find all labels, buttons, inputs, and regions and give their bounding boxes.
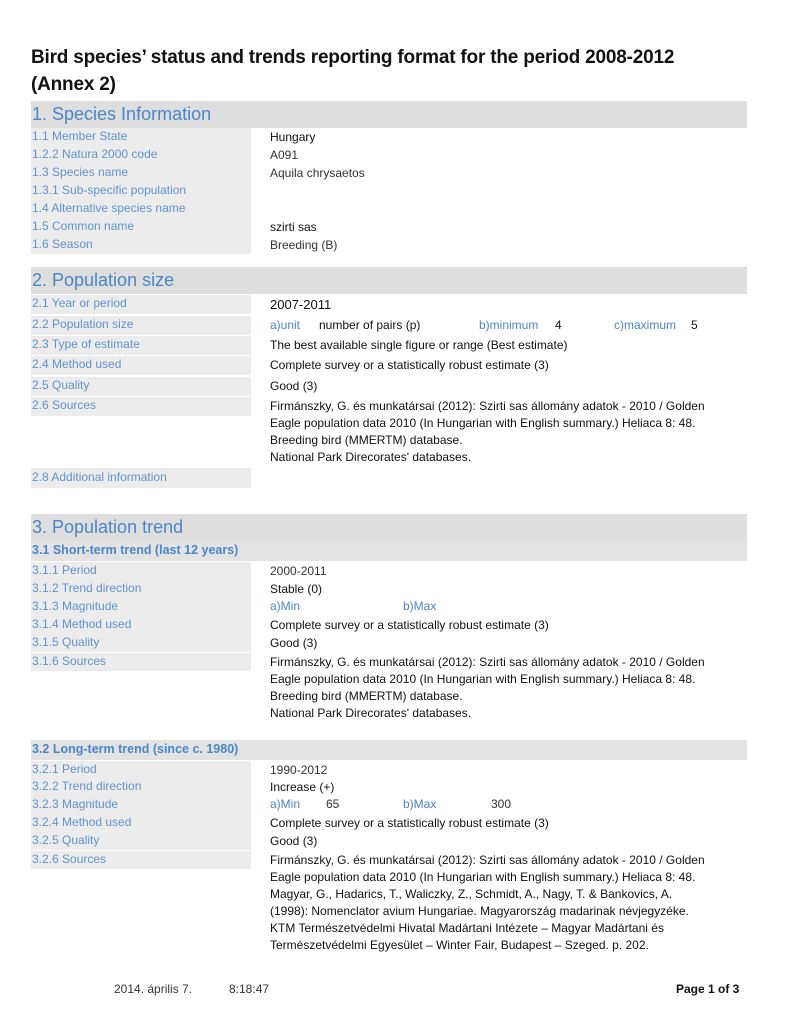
field-label: 2.2 Population size [31,316,251,335]
unit-label: a)unit [270,318,301,332]
source-line: National Park Direcorates' databases. [270,706,472,720]
field-value: 2000-2011 [270,564,327,578]
section-heading: 2. Population size [32,270,175,290]
field-value: Good (3) [270,834,318,848]
field-label: 1.2.2 Natura 2000 code [31,146,251,164]
sources-text [270,852,740,954]
subsection-short-term-trend [31,541,747,561]
field-label: 3.2.5 Quality [31,832,251,850]
field-value: Good (3) [270,636,318,650]
field-label: 1.4 Alternative species name [31,200,251,218]
field-value: Increase (+) [270,780,335,794]
subsection-heading: 3.1 Short-term trend (last 12 years) [32,543,239,557]
source-line: Eagle population data 2010 (In Hungarian with English summary.) Heliaca 8: 48. [270,672,696,686]
field-label: 2.1 Year or period [31,295,251,314]
source-line: (1998): Nomenclator avium Hungariae. Magyarország madarinak névjegyzéke. [270,904,689,918]
magnitude-min-value: 65 [326,797,340,811]
subsection-heading: 3.2 Long-term trend (since c. 1980) [32,742,239,756]
magnitude-max-value: 300 [491,797,512,811]
footer-time: 8:18:47 [229,982,270,996]
section-heading: 1. Species Information [32,104,212,124]
field-value: Good (3) [270,379,318,393]
section-population-trend [31,514,747,541]
field-label: 3.1.3 Magnitude [31,598,251,616]
field-value: A091 [270,148,299,162]
field-label: 1.3 Species name [31,164,251,182]
field-label: 3.1.2 Trend direction [31,580,251,598]
field-label: 3.2.6 Sources [31,851,251,869]
field-value: 1990-2012 [270,763,328,777]
footer-date: 2014. április 7. [114,982,193,996]
source-line: Firmánszky, G. és munkatársai (2012): Szirti sas állomány adatok - 2010 / Golden [270,399,705,413]
field-value: The best available single figure or range (Best estimate) [270,338,568,352]
source-line: Breeding bird (MMERTM) database. [270,433,463,447]
field-value: Hungary [270,130,316,144]
source-line: KTM Természetvédelmi Hivatal Madártani Intézete – Magyar Madártani és [270,921,664,935]
field-value: Complete survey or a statistically robust estimate (3) [270,816,549,830]
source-line: Magyar, G., Hadarics, T., Waliczky, Z., Schmidt, A., Nagy, T. & Bankovics, A. [270,887,673,901]
source-line: Eagle population data 2010 (In Hungarian with English summary.) Heliaca 8: 48. [270,870,696,884]
source-line: Firmánszky, G. és munkatársai (2012): Szirti sas állomány adatok - 2010 / Golden [270,655,705,669]
unit-value: number of pairs (p) [319,318,421,332]
document-title [31,44,761,98]
source-line: Firmánszky, G. és munkatársai (2012): Szirti sas állomány adatok - 2010 / Golden [270,853,705,867]
magnitude-min-label: a)Min [270,797,301,811]
field-label: 2.8 Additional information [31,468,251,488]
subsection-long-term-trend [31,740,747,760]
field-label: 1.1 Member State [31,128,251,146]
field-label: 2.4 Method used [31,356,251,375]
field-value: Complete survey or a statistically robust estimate (3) [270,358,549,372]
field-label: 3.2.2 Trend direction [31,778,251,796]
minimum-value: 4 [555,318,562,332]
source-line: Eagle population data 2010 (In Hungarian with English summary.) Heliaca 8: 48. [270,416,696,430]
magnitude-min-label: a)Min [270,599,301,613]
field-label: 2.6 Sources [31,397,251,416]
section-species-information [31,101,747,128]
maximum-value: 5 [691,318,698,332]
field-label: 2.3 Type of estimate [31,336,251,355]
field-label: 3.1.1 Period [31,562,251,580]
field-label: 3.1.4 Method used [31,616,251,634]
field-value: Complete survey or a statistically robust estimate (3) [270,618,549,632]
minimum-label: b)minimum [479,318,539,332]
field-value: Stable (0) [270,582,323,596]
field-label: 2.5 Quality [31,377,251,396]
field-value: 2007-2011 [270,297,332,312]
page-number: Page 1 of 3 [676,982,740,996]
field-label: 3.2.1 Period [31,761,251,779]
maximum-label: c)maximum [614,318,676,332]
source-line: National Park Direcorates' databases. [270,450,472,464]
magnitude-max-label: b)Max [403,797,437,811]
sources-text [270,654,740,722]
source-line: Breeding bird (MMERTM) database. [270,689,463,703]
magnitude-max-label: b)Max [403,599,437,613]
field-value: Aquila chrysaetos [270,166,365,180]
source-line: Természetvédelmi Egyesület – Winter Fair, Budapest – Szeged. p. 202. [270,938,649,952]
field-label: 1.3.1 Sub-specific population [31,182,251,200]
title-line-1: Bird species’ status and trends reporting format for the period 2008-2012 [31,47,675,68]
field-label: 3.2.3 Magnitude [31,796,251,814]
field-value: Breeding (B) [270,238,338,252]
section-population-size [31,267,747,294]
field-label: 3.1.6 Sources [31,653,251,671]
field-label: 3.2.4 Method used [31,814,251,832]
field-label: 1.5 Common name [31,218,251,236]
section-heading: 3. Population trend [32,517,184,537]
field-value: szirti sas [270,220,317,234]
title-line-2: (Annex 2) [31,74,116,95]
field-label: 3.1.5 Quality [31,634,251,652]
sources-text [270,398,740,466]
field-label: 1.6 Season [31,236,251,254]
